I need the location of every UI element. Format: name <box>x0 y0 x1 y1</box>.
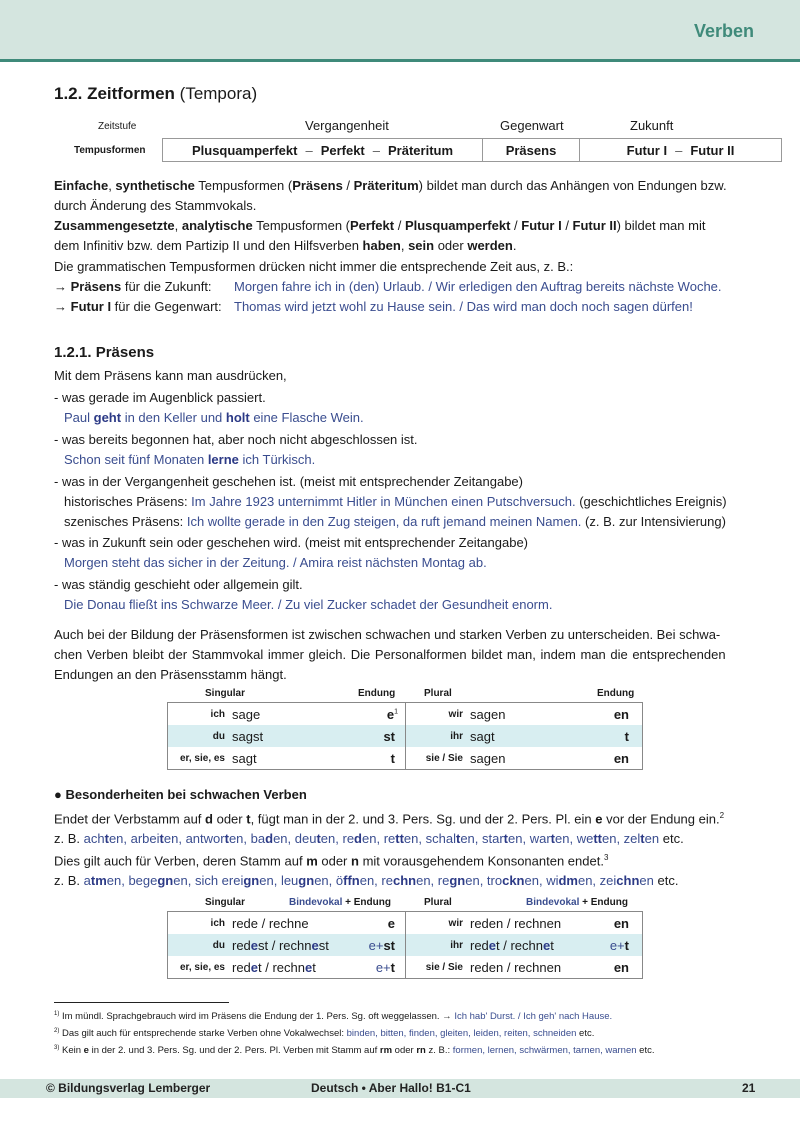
future-forms: Futur I – Futur II <box>626 142 735 158</box>
besonderheiten-rule-2: Dies gilt auch für Verben, deren Stamm auf m oder n mit vorausgehendem Konsonanten endet.$^3$ z. B. atmen, begegnen, sich ereignen, leugnen, öffnen, rechnen, regnen, trocknen, widmen, zeichnen etc. <box>54 848 744 891</box>
besonderheiten-rule-1: Endet der Verbstamm auf d oder t, fügt man in der 2. und 3. Pers. Sg. und der 2. Pers. Pl. ein e vor der Endung ein.$^2$ z. B. achten, arbeiten, antworten, baden, deuten, reden, retten, schalten, starten, warten, wetten, zelten etc. <box>54 806 744 849</box>
example-verb: trocknen, <box>486 873 547 889</box>
example-verb: arbeiten, <box>130 831 186 847</box>
footnote-3: $^{3)}$ Kein e in der 2. und 3. Pers. Sg. und der 2. Pers. Pl. Verben mit Stamm auf rm oder rn z. B.: formen, lernen, schwärmen, tarnen, warnen etc. <box>54 1045 655 1057</box>
zeitstufe-label: Zeitstufe <box>98 121 137 132</box>
praesens-use-5: - was ständig geschieht oder allgemein gilt. Die Donau fließt ins Schwarze Meer. / Zu viel Zucker schadet der Gesundheit enorm. <box>54 577 553 612</box>
past-forms: Plusquamperfekt – Perfekt – Präteritum <box>163 139 483 161</box>
example-verb: schalten, <box>425 831 482 847</box>
example-verb: starten, <box>482 831 530 847</box>
footnote-2: $^{2)}$ Das gilt auch für entsprechende starke Verben ohne Vokalwechsel: binden, bitten, finden, gleiten, leiden, reiten, schneiden etc. <box>54 1028 595 1040</box>
table-row: ich sage $e^1$ wir sagen en <box>168 703 642 725</box>
example-verb: regnen, <box>437 873 487 889</box>
table-row: er, sie, es sagt t sie / Sie sagen en <box>168 747 642 769</box>
page-number: 21 <box>742 1081 756 1095</box>
table-row: du sagst st ihr sagt t <box>168 725 642 747</box>
besonderheiten-heading: ● Besonderheiten bei schwachen Verben <box>54 787 307 802</box>
example-verb: baden, <box>250 831 295 847</box>
stufe-present: Gegenwart <box>500 118 564 133</box>
page-header <box>0 0 800 62</box>
tempus-overview-table <box>60 118 740 158</box>
example-praesens-future: → Präsens für die Zukunft: Morgen fahre ich in (den) Urlaub. / Wir erledigen den Auftrag bereits nächste Woche. <box>54 279 722 294</box>
example-verb: zeichnen <box>599 873 654 889</box>
publisher: © Bildungsverlag Lemberger <box>46 1081 211 1095</box>
tempusformen-label: Tempusformen <box>74 145 146 156</box>
example-verb: warten, <box>529 831 577 847</box>
example-verb: begegnen, <box>128 873 195 889</box>
example-verb: achten, <box>83 831 131 847</box>
example-verb: antworten, <box>185 831 251 847</box>
example-verb: atmen, <box>83 873 129 889</box>
praesens-lead: Mit dem Präsens kann man ausdrücken, <box>54 368 287 383</box>
example-verb: widmen, <box>546 873 600 889</box>
page-footer <box>0 1079 800 1098</box>
footnote-1: $^{1)}$ Im mündl. Sprachgebrauch wird im Präsens die Endung der 1. Pers. Sg. oft weggelassen. → Ich hab' Durst. / Ich geh' nach Hause. <box>54 1011 613 1023</box>
praesens-use-3: - was in der Vergangenheit geschehen ist. (meist mit entsprechender Zeitangabe) historisches Präsens: Im Jahre 1923 unternimmt Hitler in München einen Putschversuch. (geschichtliches Ereignis) szenisches Präsens: Ich wollte gerade in den Zug steigen, da ruft jemand meinen Namen. (z. B. zur Intensivierung) <box>54 474 727 529</box>
intro-paragraph-2: Zusammengesetzte, analytische Tempusformen (Perfekt / Plusquamperfekt / Futur I / Futur II) bildet man mit dem Infinitiv bzw. dem Partizip II und den Hilfsverben haben, sein oder werden. <box>54 218 706 253</box>
example-futur-present: → Futur I für die Gegenwart: Thomas wird jetzt wohl zu Hause sein. / Das wird man doch noch sagen dürfen! <box>54 299 693 314</box>
table-row: ich rede / rechne e wir reden / rechnen en <box>168 912 642 934</box>
present-forms: Präsens <box>483 139 580 161</box>
example-verb: leugnen, <box>280 873 336 889</box>
intro-paragraph-1: Einfache, synthetische Tempusformen (Präsens / Präteritum) bildet man durch das Anhängen von Endungen bzw. durch Änderung des Stammvokals. <box>54 178 727 213</box>
example-verb: öffnen, <box>335 873 382 889</box>
table-row: du redest / rechnest e+st ihr redet / rechnet e+t <box>168 934 642 956</box>
table-row: er, sie, es redet / rechnet e+t sie / Sie reden / rechnen en <box>168 956 642 978</box>
example-verb: deuten, <box>294 831 343 847</box>
example-list-d-t: z. B. achten, arbeiten, antworten, baden, deuten, reden, retten, schalten, starten, warten, wetten, zelten etc. <box>54 831 684 847</box>
section-heading-praesens: 1.2.1. Präsens <box>54 344 155 361</box>
page-title: 1.2. Zeitformen (Tempora) <box>54 84 258 103</box>
example-verb: zelten <box>623 831 660 847</box>
example-verb: retten, <box>383 831 426 847</box>
praesens-use-2: - was bereits begonnen hat, aber noch nicht abgeschlossen ist. Schon seit fünf Monaten lerne ich Türkisch. <box>54 432 418 467</box>
section-title: Verben <box>693 21 754 41</box>
stufe-future: Zukunft <box>630 118 674 133</box>
intro-paragraph-3: Die grammatischen Tempusformen drücken nicht immer die entsprechende Zeit aus, z. B.: → Präsens für die Zukunft: Morgen fahre ich in (den) Urlaub. / Wir erledigen den Auftrag bereits nächste Woche. → Futur I für die Gegenwart: Thomas wird jetzt wohl zu Hause sein. / Das wird man doch noch sagen dürfen! <box>54 257 744 317</box>
praesens-formation-paragraph: Auch bei der Bildung der Präsensformen ist zwischen schwachen und starken Verben zu unterscheiden. Bei schwa- chen Verben bleibt der Stammvokal immer gleich. Die Personalformen bildet man, indem man die entsprechenden Endungen an den Präsensstamm hängt. <box>54 627 726 682</box>
praesens-use-4: - was in Zukunft sein oder geschehen wird. (meist mit entsprechender Zeitangabe) Morgen steht das sicher in der Zeitung. / Amira reist nächsten Montag ab. <box>54 535 529 570</box>
praesens-use-1: - was gerade im Augenblick passiert. Paul geht in den Keller und holt eine Flasche Wein. <box>54 390 364 425</box>
example-list-m-n: z. B. atmen, begegnen, sich ereignen, leugnen, öffnen, rechnen, regnen, trocknen, widmen, zeichnen etc. <box>54 873 679 889</box>
example-verb: wetten, <box>576 831 624 847</box>
example-verb: reden, <box>342 831 384 847</box>
stufe-past: Vergangenheit <box>305 118 389 133</box>
footnote-divider <box>54 1002 229 1003</box>
example-verb: sich ereignen, <box>194 873 281 889</box>
book-title: Deutsch • Aber Hallo! B1-C1 <box>311 1081 471 1095</box>
example-verb: rechnen, <box>381 873 438 889</box>
